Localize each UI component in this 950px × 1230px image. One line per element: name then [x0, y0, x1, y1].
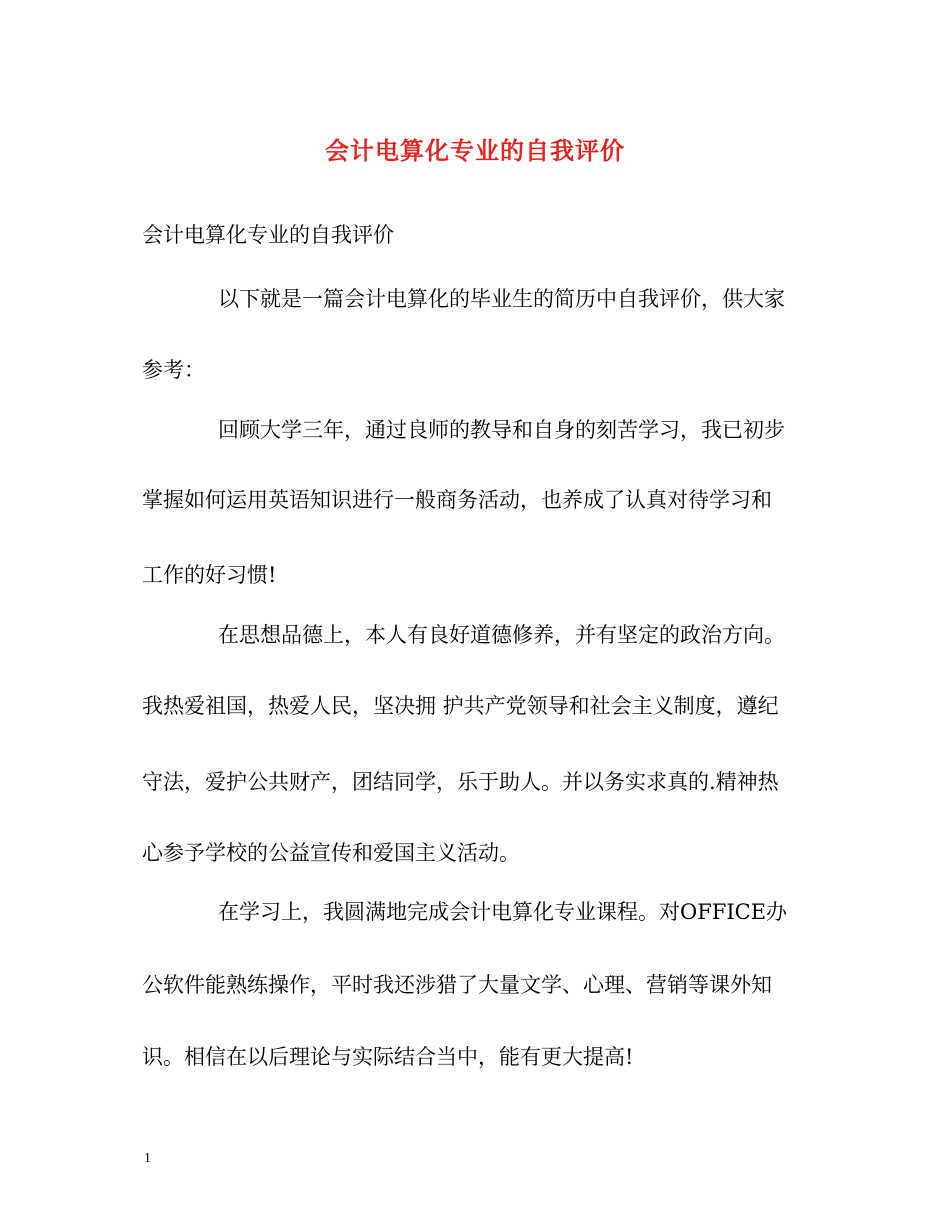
paragraph-line: 在学习上，我圆满地完成会计电算化专业课程。对OFFICE办 — [218, 900, 788, 924]
paragraph-line: 心参予学校的公益宣传和爱国主义活动。 — [142, 841, 520, 865]
document-title: 会计电算化专业的自我评价 — [325, 136, 625, 165]
page-number: 1 — [144, 1151, 151, 1166]
paragraph-line: 掌握如何运用英语知识进行一般商务活动，也养成了认真对待学习和 — [142, 488, 772, 512]
paragraph-line: 守法，爱护公共财产，团结同学，乐于助人。并以务实求真的.精神热 — [142, 770, 779, 794]
paragraph-line: 以下就是一篇会计电算化的毕业生的简历中自我评价，供大家 — [218, 287, 785, 311]
paragraph-line: 在思想品德上，本人有良好道德修养，并有坚定的政治方向。 — [218, 623, 785, 647]
paragraph-line: 识。相信在以后理论与实际结合当中，能有更大提高! — [142, 1045, 634, 1069]
paragraph-line: 工作的好习惯! — [142, 563, 277, 587]
paragraph-line: 回顾大学三年，通过良师的教导和自身的刻苦学习，我已初步 — [218, 418, 785, 442]
paragraph-line: 公软件能熟练操作，平时我还涉猎了大量文学、心理、营销等课外知 — [142, 973, 772, 997]
paragraph-line: 我热爱祖国，热爱人民，坚决拥 护共产党领导和社会主义制度，遵纪 — [142, 694, 779, 718]
document-subtitle: 会计电算化专业的自我评价 — [142, 223, 394, 247]
paragraph-line: 参考： — [142, 358, 205, 382]
